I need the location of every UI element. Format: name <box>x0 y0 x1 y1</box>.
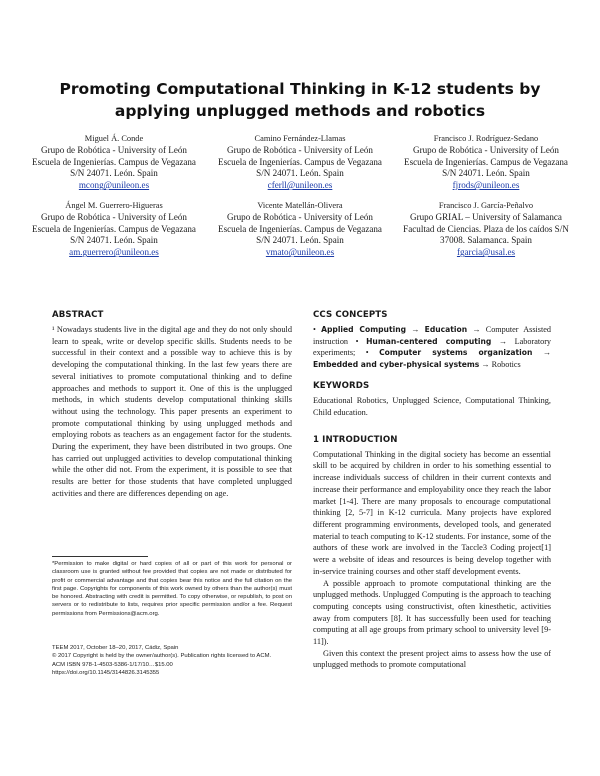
author-affiliation: Grupo de Robótica - University of León <box>413 144 559 155</box>
ccs-concepts-text <box>313 324 551 370</box>
ccs-subterm: Laboratory experiments; <box>313 336 552 358</box>
author-card <box>398 133 574 192</box>
author-affiliation: Grupo de Robótica - University of León <box>227 144 373 155</box>
author-card <box>26 133 202 192</box>
author-address: Escuela de Ingenierías. Campus de Vegazana S/N 24071. León. Spain <box>404 156 568 179</box>
author-affiliation: Grupo de Robótica - University of León <box>227 211 373 222</box>
introduction-heading: 1 INTRODUCTION <box>313 434 398 445</box>
author-name: Ángel M. Guerrero-Higueras <box>65 200 163 210</box>
author-block <box>26 133 574 259</box>
conference-line: TEEM 2017, October 18–20, 2017, Cádiz, Spain <box>52 645 179 651</box>
bullet: • <box>355 336 359 346</box>
intro-paragraph: A possible approach to promote computational thinking are the unplugged methods. Unplugged Computing is the approach to teaching computing concepts using constructivist, often kinesthetic, activities away from computers [8]. It has successfully been used for teaching computing at all age groups from primary school to university level [9-11]). <box>313 578 551 647</box>
arrow-icon: → <box>498 336 508 346</box>
arrow-icon: → <box>542 348 552 358</box>
intro-paragraph: Computational Thinking in the digital society has become an essential skill to be acquired by children in order to his something essential to increase individuals success of children in their current contexts and increase their performance and employability once they reach the labor market [1-4]. There are many proposals to encourage computational thinking [2, 5-7] in K-12 curricula. Many projects have explored different programming environments, developed tools, and generated material to teach computing to K-12 students. For instance, some of the authors of these work are involved in the Taccle3 Coding project[1] were a website of ideas and resources is being develop together with in-service training courses and other staff development events. <box>313 449 551 576</box>
copyright-line: © 2017 Copyright is held by the owner/author(s). Publication rights licensed to ACM. <box>52 653 272 660</box>
author-card <box>398 200 574 259</box>
right-column <box>313 310 551 671</box>
left-column <box>52 310 292 500</box>
author-address: Facultad de Ciencias. Plaza de los caídos S/N 37008. Salamanca. Spain <box>403 223 569 246</box>
abstract-heading: ABSTRACT <box>52 310 104 320</box>
keywords-text: Educational Robotics, Unplugged Science, Computational Thinking, Child education. <box>313 396 551 418</box>
ccs-term: Human-centered computing <box>366 336 492 346</box>
author-email-link[interactable]: fgarcia@usal.es <box>456 247 516 258</box>
author-email-link[interactable]: fjrods@unileon.es <box>452 180 520 191</box>
bullet: • <box>365 348 369 358</box>
paper-title: Promoting Computational Thinking in K-12 students by applying unplugged methods and robotics <box>59 80 541 120</box>
isbn-line: ACM ISBN 978-1-4503-5386-1/17/10…$15.00 <box>52 661 173 668</box>
author-affiliation: Grupo de Robótica - University of León <box>41 144 187 155</box>
author-email-link[interactable]: am.guerrero@unileon.es <box>69 247 159 258</box>
arrow-icon: → <box>481 359 490 369</box>
intro-paragraph: Given this context the present project aims to assess how the use of unplugged methods to promote computational <box>313 648 551 670</box>
author-name: Francisco J. García-Peñalvo <box>438 200 534 210</box>
ccs-term: Embedded and cyber-physical systems <box>313 359 480 369</box>
author-name: Francisco J. Rodríguez-Sedano <box>433 134 539 143</box>
author-address: Escuela de Ingenierías. Campus de Vegazana S/N 24071. León. Spain <box>218 223 382 246</box>
author-address: Escuela de Ingenierías. Campus de Vegazana S/N 24071. León. Spain <box>32 223 196 246</box>
footnote-divider <box>52 556 148 557</box>
keywords-heading: KEYWORDS <box>313 381 370 392</box>
ccs-subterm: Computer Assisted instruction <box>313 325 551 346</box>
arrow-icon: → <box>411 325 420 334</box>
doi-line: https://doi.org/10.1145/3144826.3145355 <box>52 670 160 677</box>
bullet: • <box>313 325 316 334</box>
abstract-text: ¹ Nowadays students live in the digital age and they do not only should learn to speak, write or develop specific skills. Students needs to be successful in their context and a possible way to achieve this is by developing the computational thinking. In the last few years there are several initiatives to promote computational thinking and to define approaches and methods to support it. One of this is the unplugged methods, in which students develop computational thinking skills without using the technology. This paper presents an experiment to promote computational thinking by using unplugged methods and employing robots as teachers as an engagement factor for the students. During the experiment, they have been distributed in two groups. One has carried out unplugged activities to develop computational thinking while the other did not. From the experiment, it is possible to see that results are better for those students that have completed unplugged activities and there are differences depending on age. <box>52 325 292 498</box>
author-address: Escuela de Ingenierías. Campus de Vegazana S/N 24071. León. Spain <box>32 156 196 179</box>
author-name: Miguel Á. Conde <box>84 134 144 143</box>
author-card <box>212 200 388 259</box>
permission-footnote: *Permission to make digital or hard copies of all or part of this work for personal or classroom use is granted without fee provided that copies are not made or distributed for profit or commercial advantage and that copies bear this notice and the full citation on the first page. Copyrights for components of this work owned by others than the author(s) must be honored. Abstracting with credit is permitted. To copy otherwise, or republish, to post on servers or to redistribute to lists, requires prior specific permission and/or a fee. Request permissions from Permissions@acm.org. <box>52 561 292 617</box>
arrow-icon: → <box>472 325 481 334</box>
author-name: Vicente Matellán-Olivera <box>257 200 343 210</box>
ccs-term: Education <box>424 325 468 334</box>
author-affiliation: Grupo GRIAL – University of Salamanca <box>410 211 562 222</box>
ccs-heading: CCS CONCEPTS <box>313 310 388 320</box>
author-name: Camino Fernández-Llamas <box>254 134 346 143</box>
author-email-link[interactable]: vmato@unileon.es <box>265 247 335 258</box>
author-card <box>26 200 202 259</box>
author-affiliation: Grupo de Robótica - University of León <box>41 211 187 222</box>
author-email-link[interactable]: mcong@unileon.es <box>78 180 150 191</box>
author-card <box>212 133 388 192</box>
author-email-link[interactable]: cferll@unileon.es <box>267 180 333 191</box>
author-address: Escuela de Ingenierías. Campus de Vegazana S/N 24071. León. Spain <box>218 156 382 179</box>
ccs-term: Applied Computing <box>321 325 407 334</box>
ccs-term: Computer systems organization <box>379 348 533 358</box>
ccs-subterm: Robotics <box>491 359 521 369</box>
conference-info <box>52 644 292 678</box>
